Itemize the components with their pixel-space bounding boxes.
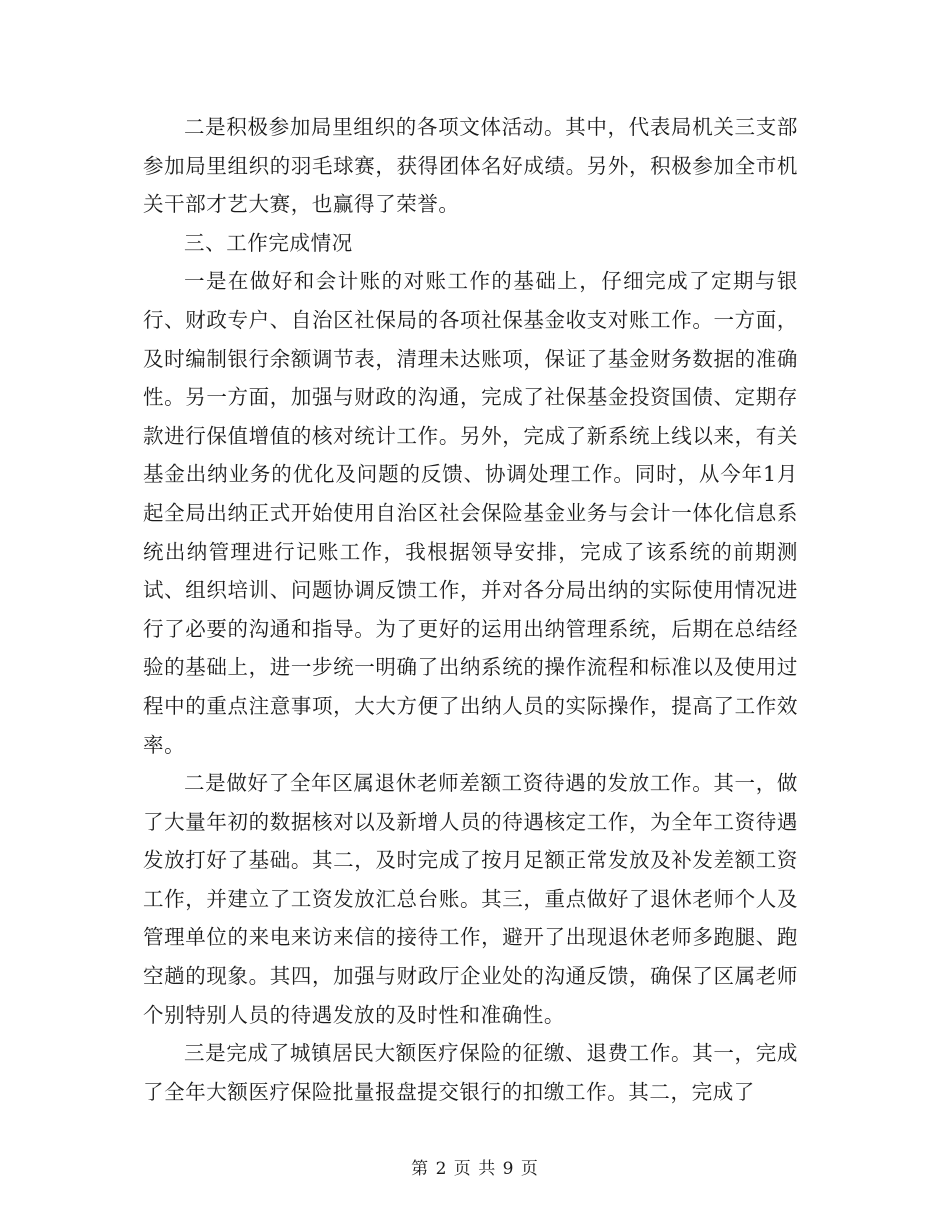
page-footer: 第 2 页 共 9 页 <box>411 1159 539 1179</box>
paragraph-cultural-activities: 二是积极参加局里组织的各项文体活动。其中，代表局机关三支部参加局里组织的羽毛球赛，获得团体名好成绩。另外，积极参加全市机关干部才艺大赛，也赢得了荣誉。 <box>143 115 798 217</box>
document-body <box>143 108 798 1111</box>
paragraph-account-reconciliation: 一是在做好和会计账的对账工作的基础上，仔细完成了定期与银行、财政专户、自治区社保局的各项社保基金收支对账工作。一方面，及时编制银行余额调节表，清理未达账项，保证了基金财务数据的准确性。另一方面，加强与财政的沟通，完成了社保基金投资国债、定期存款进行保值增值的核对统计工作。另外，完成了新系统上线以来，有关基金出纳业务的优化及问题的反馈、协调处理工作。同时，从今年1月起全局出纳正式开始使用自治区社会保险基金业务与会计一体化信息系统出纳管理进行记账工作，我根据领导安排，完成了该系统的前期测试、组织培训、问题协调反馈工作，并对各分局出纳的实际使用情况进行了必要的沟通和指导。为了更好的运用出纳管理系统，后期在总结经验的基础上，进一步统一明确了出纳系统的操作流程和标准以及使用过程中的重点注意事项，大大方便了出纳人员的实际操作，提高了工作效率。 <box>143 269 798 757</box>
section-heading-work-completion: 三、工作完成情况 <box>184 230 353 255</box>
paragraph-retired-teacher-wages: 二是做好了全年区属退休老师差额工资待遇的发放工作。其一，做了大量年初的数据核对以及新增人员的待遇核定工作，为全年工资待遇发放打好了基础。其二，及时完成了按月足额正常发放及补发差额工资工作，并建立了工资发放汇总台账。其三，重点做好了退休老师个人及管理单位的来电来访来信的接待工作，避开了出现退休老师多跑腿、跑空趟的现象。其四，加强与财政厅企业处的沟通反馈，确保了区属老师个别特别人员的待遇发放的及时性和准确性。 <box>143 771 798 1027</box>
paragraph-medical-insurance: 三是完成了城镇居民大额医疗保险的征缴、退费工作。其一，完成了全年大额医疗保险批量报盘提交银行的扣缴工作。其二，完成了 <box>143 1041 798 1104</box>
